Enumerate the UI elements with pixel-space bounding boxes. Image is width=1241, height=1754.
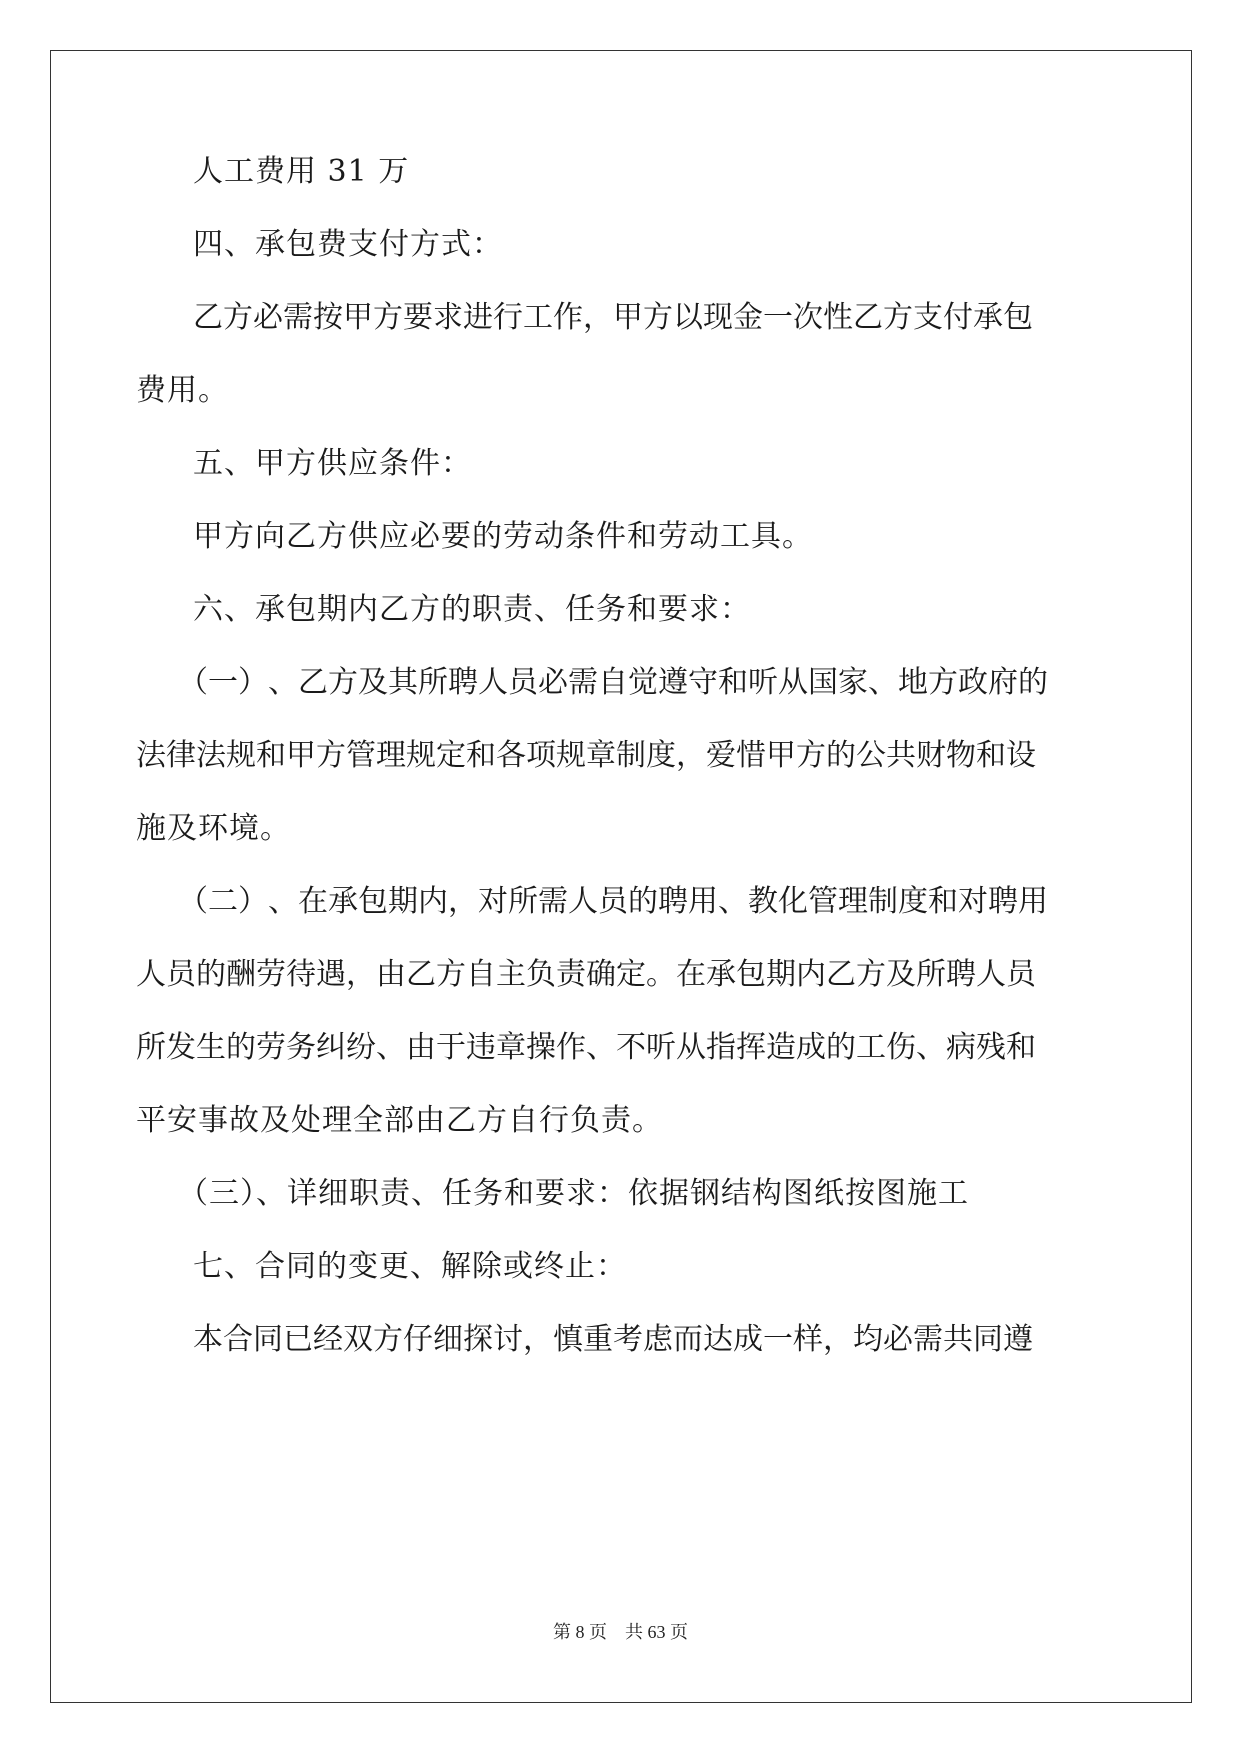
text-line: （ 二 ） 、 在 承 包 期 内 ， 对 所 需 人 员 的 聘 用 、 教 化 管 理 制 度 和 对 聘 用 [178, 884, 1048, 919]
section-heading: 六、承包期内乙方的职责、任务和要求： [193, 592, 751, 627]
text-line: 人工费用 31 万 [193, 154, 410, 189]
text-line: （三）、详细职责、任务和要求：依据钢结构图纸按图施工 [178, 1176, 969, 1211]
text-line: 乙 方 必 需 按 甲 方 要 求 进 行 工 作 ， 甲 方 以 现 金 一 次 性 乙 方 支 付 承 包 [193, 300, 1033, 335]
page-footer [0, 1618, 1241, 1644]
text-line: 法 律 法 规 和 甲 方 管 理 规 定 和 各 项 规 章 制 度 ， 爱 惜 甲 方 的 公 共 财 物 和 设 [136, 738, 1036, 773]
page-total: 共 63 页 [625, 1622, 688, 1642]
text-line: 人 员 的 酬 劳 待 遇 ， 由 乙 方 自 主 负 责 确 定 。 在 承 包 期 内 乙 方 及 所 聘 人 员 [136, 957, 1036, 992]
section-heading: 五、甲方供应条件： [193, 446, 472, 481]
text-line: 甲方向乙方供应必要的劳动条件和劳动工具。 [193, 519, 813, 554]
text-line: （ 一 ） 、 乙 方 及 其 所 聘 人 员 必 需 自 觉 遵 守 和 听 从 国 家 、 地 方 政 府 的 [178, 665, 1048, 700]
page-number: 第 8 页 [553, 1622, 607, 1642]
section-heading: 四、承包费支付方式： [193, 227, 503, 262]
text-line: 施及环境。 [136, 811, 291, 846]
section-heading: 七、合同的变更、解除或终止： [193, 1249, 627, 1284]
text-line: 所 发 生 的 劳 务 纠 纷 、 由 于 违 章 操 作 、 不 听 从 指 挥 造 成 的 工 伤 、 病 残 和 [136, 1030, 1036, 1065]
text-line: 平安事故及处理全部由乙方自行负责。 [136, 1103, 663, 1138]
text-line: 费用。 [136, 373, 229, 408]
text-line: 本 合 同 已 经 双 方 仔 细 探 讨 ， 慎 重 考 虑 而 达 成 一 样 ， 均 必 需 共 同 遵 [193, 1322, 1033, 1357]
